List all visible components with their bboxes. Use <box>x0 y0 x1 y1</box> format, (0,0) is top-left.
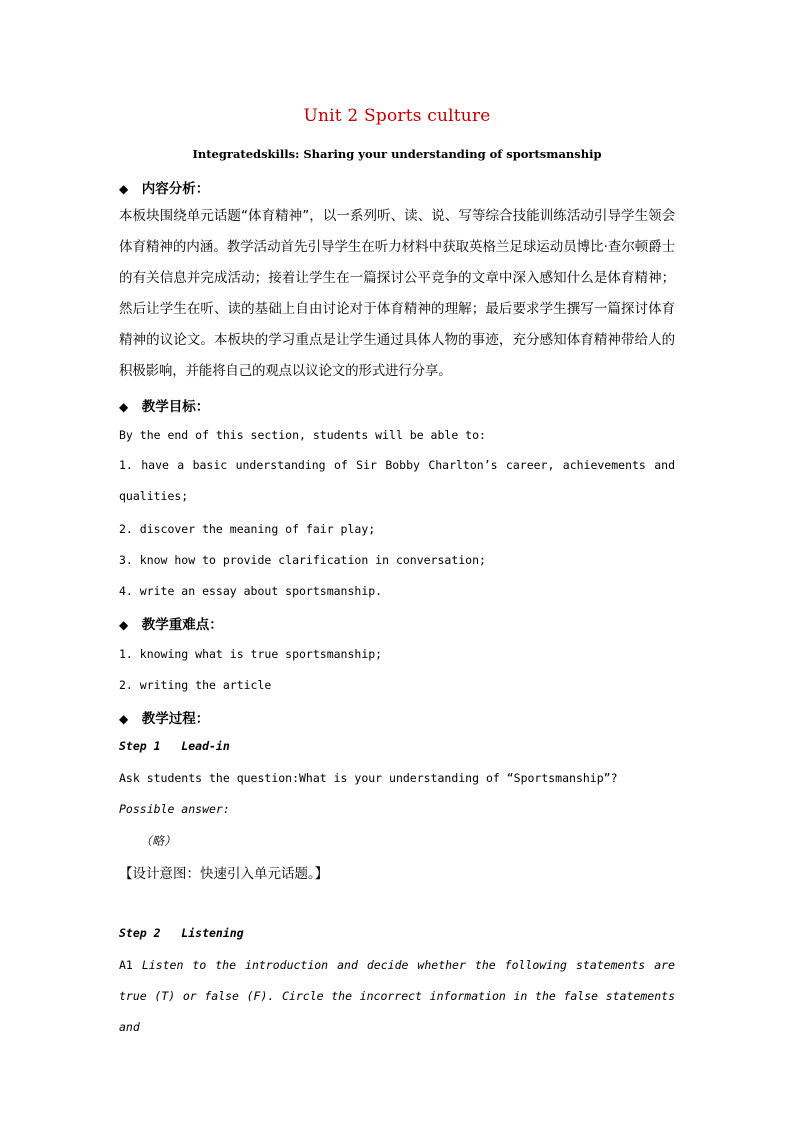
section-heading-content-analysis <box>119 177 209 197</box>
objective-item-4: 4. write an essay about sportsmanship. <box>119 584 383 598</box>
possible-answer-label: Possible answer: <box>119 802 230 816</box>
key-point-item-2: 2. writing the article <box>119 678 272 692</box>
section-heading-objectives <box>119 395 209 415</box>
a1-text: Listen to the introduction and decide whether the following statements are true (T) or false (F). Circle the incorrect information in the false statements and <box>119 958 675 1034</box>
objectives-intro: By the end of this section, students will be able to: <box>119 428 486 442</box>
section-heading-label: 教学目标： <box>141 399 210 415</box>
document-title: Unit 2 Sports culture <box>303 106 491 126</box>
a1-label: A1 <box>119 958 142 972</box>
step1-title: Step 1 Lead-in <box>119 739 230 753</box>
section-heading-label: 教学过程： <box>141 711 210 727</box>
objective-item-1: 1. have a basic understanding of Sir Bobby Charlton’s career, achievements and qualities; <box>119 458 675 503</box>
diamond-bullet-icon: ◆ <box>119 618 129 632</box>
document-subtitle: Integratedskills: Sharing your understanding of sportsmanship <box>192 147 602 161</box>
step2-a1-instructions <box>119 950 675 1043</box>
design-intent-note: 【设计意图：快速引入单元话题。】 <box>119 866 329 882</box>
objective-item-3: 3. know how to provide clarification in conversation; <box>119 553 486 567</box>
section-heading-label: 教学重难点： <box>141 617 223 633</box>
section-heading-key-points <box>119 613 223 633</box>
possible-answer-text: （略） <box>140 834 177 848</box>
diamond-bullet-icon: ◆ <box>119 182 129 196</box>
step1-question: Ask students the question:What is your understanding of “Sportsmanship”? <box>119 771 618 785</box>
objective-item-2: 2. discover the meaning of fair play; <box>119 522 376 536</box>
diamond-bullet-icon: ◆ <box>119 712 129 726</box>
diamond-bullet-icon: ◆ <box>119 400 129 414</box>
step2-title: Step 2 Listening <box>119 926 244 940</box>
content-analysis-paragraph: 本板块围绕单元话题“体育精神”，以一系列听、读、说、写等综合技能训练活动引导学生领会体育精神的内涵。教学活动首先引导学生在听力材料中获取英格兰足球运动员博比·查尔顿爵士的有关信息并完成活动；接着让学生在一篇探讨公平竞争的文章中深入感知什么是体育精神；然后让学生在听、读的基础上自由讨论对于体育精神的理解；最后要求学生撰写一篇探讨体育精神的议论文。本板块的学习重点是让学生通过具体人物的事迹，充分感知体育精神带给人的积极影响，并能将自己的观点以议论文的形式进行分享。 <box>119 208 675 379</box>
section-heading-process <box>119 707 209 727</box>
key-point-item-1: 1. knowing what is true sportsmanship; <box>119 647 383 661</box>
section-heading-label: 内容分析： <box>141 181 210 197</box>
